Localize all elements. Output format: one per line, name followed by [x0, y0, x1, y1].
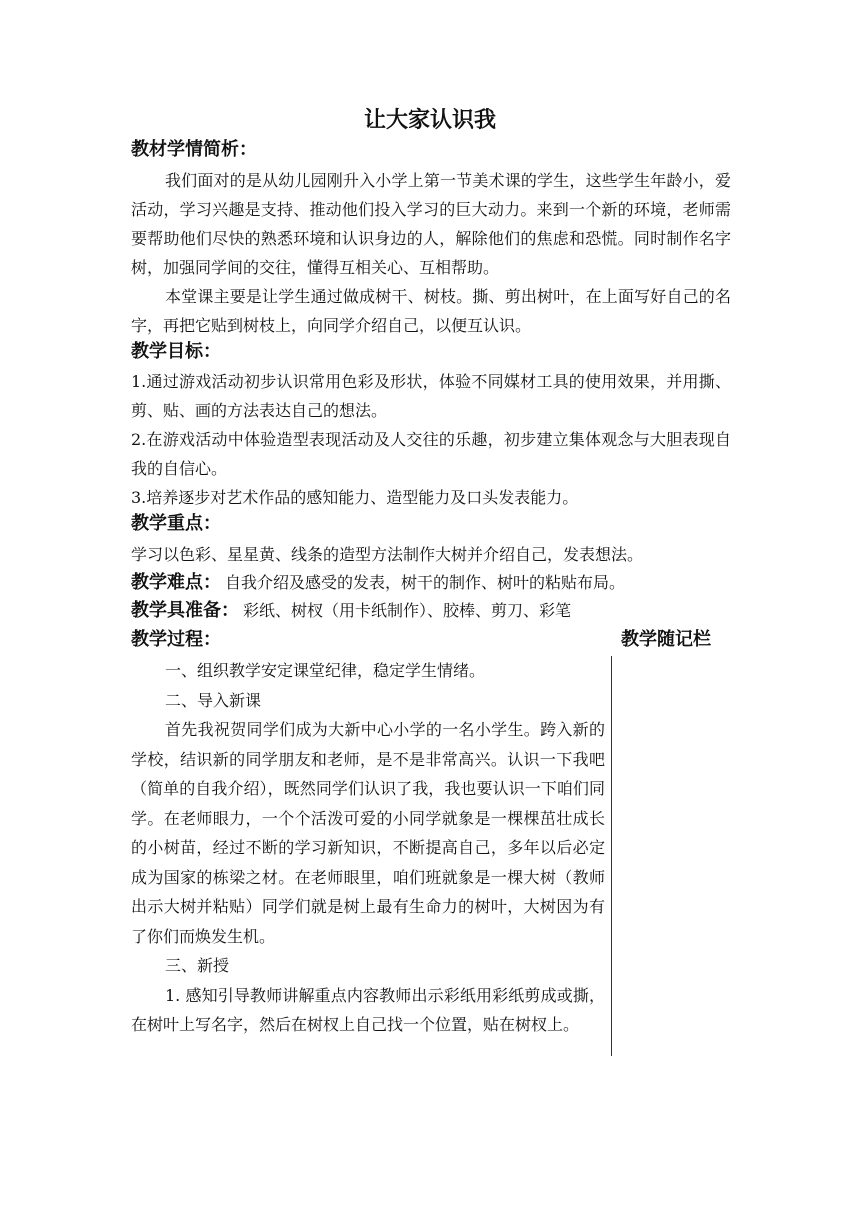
- process-section: [131, 656, 605, 1040]
- goal-item: 2.在游戏活动中体验造型表现活动及人交往的乐趣，初步建立集体观念与大胆表现自我的自信心。: [131, 430, 731, 478]
- process-paragraph: 二、导入新课: [165, 690, 262, 710]
- process-paragraph: 首先我祝贺同学们成为大新中心小学的一名小学生。跨入新的学校，结识新的同学朋友和老师，是不是非常高兴。认识一下我吧（简单的自我介绍），既然同学们认识了我，我也要认识一下咱们同学。在老师眼力，一个个活泼可爱的小同学就象是一棵棵茁壮成长的小树苗，经过不断的学习新知识，不断提高自己，多年以后必定成为国家的栋梁之材。在老师眼里，咱们班就象是一棵大树（教师出示大树并粘贴）同学们就是树上最有生命力的树叶，大树因为有了你们而焕发生机。: [131, 720, 605, 946]
- key-points-heading: 教学重点：: [131, 513, 221, 534]
- key-points-text: 学习以色彩、星星黄、线条的造型方法制作大树并介绍自己，发表想法。: [131, 545, 644, 564]
- difficulties-heading: 教学难点：: [131, 572, 221, 593]
- goals-heading: 教学目标：: [131, 341, 221, 362]
- analysis-paragraph: 本堂课主要是让学生通过做成树干、树枝。撕、剪出树叶，在上面写好自己的名字，再把它贴到树枝上，向同学介绍自己，以便互认识。: [131, 287, 731, 335]
- process-paragraph: 三、新授: [165, 956, 230, 975]
- goal-item: 1.通过游戏活动初步认识常用色彩及形状，体验不同媒材工具的使用效果，并用撕、剪、贴、画的方法表达自己的想法。: [131, 372, 731, 420]
- document-title: 让大家认识我: [363, 107, 496, 133]
- goal-item: 3.培养逐步对艺术作品的感知能力、造型能力及口头发表能力。: [131, 488, 579, 507]
- notes-column-heading: 教学随记栏: [621, 629, 711, 650]
- difficulties-line: [131, 569, 625, 597]
- materials-text: 彩纸、树杈（用卡纸制作）、胶棒、剪刀、彩笔: [243, 601, 572, 620]
- notes-column-divider: [611, 656, 612, 1056]
- analysis-heading: 教材学情简析：: [131, 139, 257, 160]
- goals-section: [131, 367, 731, 512]
- analysis-paragraph: 我们面对的是从幼儿园刚升入小学上第一节美术课的学生，这些学生年龄小，爱活动，学习兴趣是支持、推动他们投入学习的巨大动力。来到一个新的环境，老师需要帮助他们尽快的熟悉环境和认识身边的人，解除他们的焦虑和恐慌。同时制作名字树，加强同学间的交往，懂得互相关心、互相帮助。: [131, 171, 731, 277]
- materials-line: [131, 597, 571, 625]
- analysis-section: [131, 166, 731, 340]
- process-paragraph: 一、组织教学安定课堂纪律，稳定学生情绪。: [165, 661, 486, 680]
- process-heading: 教学过程：: [131, 629, 221, 650]
- difficulties-text: 自我介绍及感受的发表，树干的制作、树叶的粘贴布局。: [225, 573, 626, 592]
- process-paragraph: 1. 感知引导教师讲解重点内容教师出示彩纸用彩纸剪成或撕，在树叶上写名字，然后在树杈上自己找一个位置，贴在树杈上。: [131, 985, 605, 1034]
- materials-heading: 教学具准备：: [131, 600, 239, 621]
